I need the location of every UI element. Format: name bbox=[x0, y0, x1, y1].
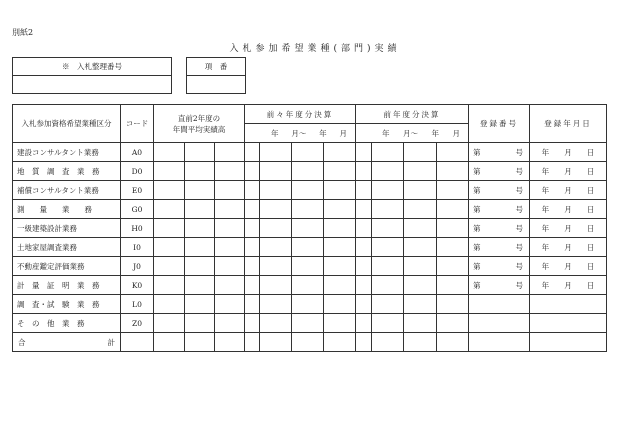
total-cell[interactable] bbox=[356, 333, 372, 352]
prev1-period-part: 年 bbox=[431, 128, 439, 138]
prev1-period bbox=[356, 124, 469, 143]
amount-cell[interactable] bbox=[324, 238, 356, 257]
reg-no-part: 号 bbox=[515, 166, 523, 176]
total-left: 合 bbox=[18, 337, 26, 347]
row-code: E0 bbox=[121, 181, 154, 200]
reg-no-part: 第 bbox=[473, 147, 481, 157]
amount-cell[interactable] bbox=[292, 314, 324, 333]
row-reg-no[interactable] bbox=[469, 238, 530, 257]
amount-cell[interactable] bbox=[437, 200, 469, 219]
amount-cell[interactable] bbox=[372, 295, 404, 314]
header-code: コード bbox=[121, 105, 154, 143]
amount-cell[interactable] bbox=[245, 162, 260, 181]
row-reg-no[interactable] bbox=[469, 295, 530, 314]
amount-cell[interactable] bbox=[404, 295, 437, 314]
amount-cell[interactable] bbox=[404, 200, 437, 219]
row-code: G0 bbox=[121, 200, 154, 219]
row-reg-no[interactable] bbox=[469, 200, 530, 219]
row-reg-date[interactable] bbox=[530, 295, 607, 314]
table-row bbox=[13, 200, 607, 219]
amount-cell[interactable] bbox=[245, 257, 260, 276]
amount-cell[interactable] bbox=[372, 162, 404, 181]
reg-date-part: 年 bbox=[541, 223, 550, 233]
reg-date-part: 月 bbox=[564, 223, 572, 233]
amount-cell[interactable] bbox=[215, 238, 245, 257]
reg-no-parts bbox=[469, 147, 529, 158]
amount-cell[interactable] bbox=[215, 200, 245, 219]
row-code: H0 bbox=[121, 219, 154, 238]
reg-date-part: 日 bbox=[586, 280, 595, 290]
amount-cell[interactable] bbox=[215, 314, 245, 333]
reg-no-part: 第 bbox=[473, 261, 481, 271]
amount-cell[interactable] bbox=[260, 181, 292, 200]
amount-cell[interactable] bbox=[404, 276, 437, 295]
reg-date-part: 月 bbox=[564, 204, 572, 214]
amount-cell[interactable] bbox=[324, 181, 356, 200]
item-box-value[interactable] bbox=[187, 76, 246, 94]
amount-cell[interactable] bbox=[372, 238, 404, 257]
row-reg-no[interactable] bbox=[469, 257, 530, 276]
amount-cell[interactable] bbox=[404, 162, 437, 181]
table-row bbox=[13, 238, 607, 257]
amount-cell[interactable] bbox=[260, 314, 292, 333]
amount-cell[interactable] bbox=[215, 276, 245, 295]
amount-cell[interactable] bbox=[404, 219, 437, 238]
reg-no-parts bbox=[469, 242, 529, 253]
amount-cell[interactable] bbox=[260, 295, 292, 314]
amount-cell[interactable] bbox=[245, 200, 260, 219]
reg-date-part: 日 bbox=[586, 166, 595, 176]
table-row bbox=[13, 295, 607, 314]
row-reg-date[interactable] bbox=[530, 162, 607, 181]
amount-cell[interactable] bbox=[356, 143, 372, 162]
amount-cell[interactable] bbox=[324, 276, 356, 295]
amount-cell[interactable] bbox=[185, 200, 215, 219]
amount-cell[interactable] bbox=[260, 143, 292, 162]
header-category: 入札参加資格希望業種区分 bbox=[13, 105, 121, 143]
reg-date-part: 日 bbox=[586, 261, 595, 271]
row-reg-date[interactable] bbox=[530, 276, 607, 295]
reg-date-part: 年 bbox=[541, 166, 550, 176]
amount-cell[interactable] bbox=[185, 181, 215, 200]
doc-label: 別紙2 bbox=[12, 28, 34, 37]
amount-cell[interactable] bbox=[372, 200, 404, 219]
amount-cell[interactable] bbox=[215, 257, 245, 276]
item-box bbox=[186, 57, 246, 94]
row-reg-date[interactable] bbox=[530, 143, 607, 162]
total-cell[interactable] bbox=[185, 333, 215, 352]
total-cell[interactable] bbox=[530, 333, 607, 352]
amount-cell[interactable] bbox=[437, 257, 469, 276]
amount-cell[interactable] bbox=[324, 162, 356, 181]
amount-cell[interactable] bbox=[245, 295, 260, 314]
header-prev2: 前々年度分決算 bbox=[245, 105, 356, 124]
amount-cell[interactable] bbox=[292, 181, 324, 200]
header-avg bbox=[154, 105, 245, 143]
amount-cell[interactable] bbox=[356, 295, 372, 314]
amount-cell[interactable] bbox=[356, 219, 372, 238]
amount-cell[interactable] bbox=[437, 162, 469, 181]
amount-cell[interactable] bbox=[245, 143, 260, 162]
reg-no-part: 第 bbox=[473, 242, 481, 252]
row-code: Z0 bbox=[121, 314, 154, 333]
amount-cell[interactable] bbox=[372, 143, 404, 162]
prev2-period-parts bbox=[245, 128, 355, 139]
reg-date-parts bbox=[530, 166, 606, 177]
total-cell[interactable] bbox=[292, 333, 324, 352]
amount-cell[interactable] bbox=[356, 238, 372, 257]
row-category: 計 量 証 明 業 務 bbox=[13, 276, 121, 295]
reg-date-part: 年 bbox=[541, 204, 550, 214]
amount-cell[interactable] bbox=[185, 143, 215, 162]
amount-cell[interactable] bbox=[437, 219, 469, 238]
reg-date-parts bbox=[530, 204, 606, 215]
row-code: D0 bbox=[121, 162, 154, 181]
reg-no-parts bbox=[469, 280, 529, 291]
amount-cell[interactable] bbox=[324, 295, 356, 314]
reg-no-part: 号 bbox=[515, 185, 523, 195]
reg-no-parts bbox=[469, 204, 529, 215]
row-code: A0 bbox=[121, 143, 154, 162]
row-category: そ の 他 業 務 bbox=[13, 314, 121, 333]
reg-date-parts bbox=[530, 261, 606, 272]
amount-cell[interactable] bbox=[185, 314, 215, 333]
total-label-parts bbox=[13, 337, 120, 348]
amount-cell[interactable] bbox=[154, 276, 185, 295]
reg-date-part: 年 bbox=[541, 185, 550, 195]
header-avg-line1: 直前2年度の bbox=[177, 113, 221, 123]
reg-date-parts bbox=[530, 147, 606, 158]
amount-cell[interactable] bbox=[154, 295, 185, 314]
amount-cell[interactable] bbox=[356, 314, 372, 333]
header-reg-date: 登録年月日 bbox=[530, 105, 607, 143]
row-reg-date[interactable] bbox=[530, 314, 607, 333]
prev2-period-part: 年 bbox=[319, 128, 327, 138]
amount-cell[interactable] bbox=[185, 257, 215, 276]
prev1-period-part: 月 bbox=[452, 128, 460, 138]
row-reg-date[interactable] bbox=[530, 181, 607, 200]
amount-cell[interactable] bbox=[437, 314, 469, 333]
amount-cell[interactable] bbox=[437, 181, 469, 200]
amount-cell[interactable] bbox=[292, 238, 324, 257]
amount-cell[interactable] bbox=[185, 295, 215, 314]
reg-no-part: 第 bbox=[473, 280, 481, 290]
total-row bbox=[13, 333, 607, 352]
prev1-period-parts bbox=[356, 128, 468, 139]
prev1-period-part: 月〜 bbox=[403, 128, 418, 138]
table-row bbox=[13, 181, 607, 200]
row-reg-date[interactable] bbox=[530, 219, 607, 238]
row-code: L0 bbox=[121, 295, 154, 314]
amount-cell[interactable] bbox=[245, 181, 260, 200]
header-prev1: 前年度分決算 bbox=[356, 105, 469, 124]
amount-cell[interactable] bbox=[372, 276, 404, 295]
amount-cell[interactable] bbox=[292, 295, 324, 314]
row-category: 補償コンサルタント業務 bbox=[13, 181, 121, 200]
total-cell[interactable] bbox=[372, 333, 404, 352]
amount-cell[interactable] bbox=[437, 276, 469, 295]
amount-cell[interactable] bbox=[292, 162, 324, 181]
amount-cell[interactable] bbox=[292, 257, 324, 276]
reg-no-part: 号 bbox=[515, 223, 523, 233]
row-category: 調 査・試 験 業 務 bbox=[13, 295, 121, 314]
amount-cell[interactable] bbox=[154, 162, 185, 181]
amount-cell[interactable] bbox=[154, 181, 185, 200]
row-reg-no[interactable] bbox=[469, 276, 530, 295]
number-box-label: ※ 入札整理番号 bbox=[13, 58, 172, 76]
reg-date-part: 年 bbox=[541, 147, 550, 157]
row-category: 土地家屋調査業務 bbox=[13, 238, 121, 257]
reg-date-part: 年 bbox=[541, 280, 550, 290]
amount-cell[interactable] bbox=[260, 219, 292, 238]
amount-cell[interactable] bbox=[154, 219, 185, 238]
row-category: 測 量 業 務 bbox=[13, 200, 121, 219]
reg-date-part: 月 bbox=[564, 261, 572, 271]
row-code: K0 bbox=[121, 276, 154, 295]
amount-cell[interactable] bbox=[154, 314, 185, 333]
reg-date-part: 日 bbox=[586, 223, 595, 233]
row-reg-date[interactable] bbox=[530, 200, 607, 219]
reg-date-part: 月 bbox=[564, 280, 572, 290]
amount-cell[interactable] bbox=[324, 257, 356, 276]
reg-no-part: 第 bbox=[473, 166, 481, 176]
prev2-period-part: 月〜 bbox=[291, 128, 307, 138]
prev1-period-part: 年 bbox=[382, 128, 390, 138]
amount-cell[interactable] bbox=[245, 276, 260, 295]
total-cell[interactable] bbox=[121, 333, 154, 352]
reg-no-part: 号 bbox=[515, 261, 523, 271]
reg-no-part: 第 bbox=[473, 223, 481, 233]
amount-cell[interactable] bbox=[215, 143, 245, 162]
reg-no-parts bbox=[469, 223, 529, 234]
reg-date-part: 年 bbox=[541, 242, 550, 252]
table-row bbox=[13, 314, 607, 333]
amount-cell[interactable] bbox=[292, 219, 324, 238]
total-right: 計 bbox=[107, 337, 115, 347]
amount-cell[interactable] bbox=[185, 238, 215, 257]
amount-cell[interactable] bbox=[260, 162, 292, 181]
amount-cell[interactable] bbox=[245, 314, 260, 333]
amount-cell[interactable] bbox=[372, 257, 404, 276]
amount-cell[interactable] bbox=[245, 219, 260, 238]
table-row bbox=[13, 219, 607, 238]
table-row bbox=[13, 162, 607, 181]
reg-date-parts bbox=[530, 185, 606, 196]
total-label bbox=[13, 333, 121, 352]
amount-cell[interactable] bbox=[372, 181, 404, 200]
amount-cell[interactable] bbox=[292, 200, 324, 219]
reg-date-parts bbox=[530, 280, 606, 291]
header-row bbox=[13, 105, 607, 124]
total-cell[interactable] bbox=[404, 333, 437, 352]
reg-date-part: 日 bbox=[586, 147, 595, 157]
amount-cell[interactable] bbox=[154, 200, 185, 219]
amount-cell[interactable] bbox=[260, 238, 292, 257]
table-row bbox=[13, 276, 607, 295]
reg-date-part: 月 bbox=[564, 147, 572, 157]
reg-no-part: 号 bbox=[515, 280, 523, 290]
amount-cell[interactable] bbox=[404, 143, 437, 162]
reg-date-parts bbox=[530, 242, 606, 253]
row-code: J0 bbox=[121, 257, 154, 276]
amount-cell[interactable] bbox=[185, 219, 215, 238]
amount-cell[interactable] bbox=[372, 219, 404, 238]
row-reg-no[interactable] bbox=[469, 181, 530, 200]
amount-cell[interactable] bbox=[185, 162, 215, 181]
amount-cell[interactable] bbox=[356, 181, 372, 200]
table-row bbox=[13, 143, 607, 162]
reg-date-part: 日 bbox=[586, 242, 595, 252]
reg-no-part: 号 bbox=[515, 242, 523, 252]
amount-cell[interactable] bbox=[292, 143, 324, 162]
amount-cell[interactable] bbox=[324, 314, 356, 333]
item-box-label: 項 番 bbox=[187, 58, 246, 76]
reg-no-parts bbox=[469, 261, 529, 272]
row-category: 建設コンサルタント業務 bbox=[13, 143, 121, 162]
reg-no-part: 第 bbox=[473, 204, 481, 214]
reg-no-part: 号 bbox=[515, 204, 523, 214]
reg-date-part: 月 bbox=[564, 166, 572, 176]
reg-no-parts bbox=[469, 185, 529, 196]
amount-cell[interactable] bbox=[356, 162, 372, 181]
amount-cell[interactable] bbox=[260, 257, 292, 276]
reg-no-part: 号 bbox=[515, 147, 523, 157]
prev2-period-part: 年 bbox=[271, 128, 279, 138]
amount-cell[interactable] bbox=[437, 295, 469, 314]
reg-date-part: 月 bbox=[564, 185, 572, 195]
row-reg-no[interactable] bbox=[469, 162, 530, 181]
row-category: 不動産鑑定評価業務 bbox=[13, 257, 121, 276]
row-reg-date[interactable] bbox=[530, 238, 607, 257]
amount-cell[interactable] bbox=[324, 200, 356, 219]
row-reg-no[interactable] bbox=[469, 219, 530, 238]
reg-date-parts bbox=[530, 223, 606, 234]
table-row bbox=[13, 257, 607, 276]
total-cell[interactable] bbox=[245, 333, 260, 352]
amount-cell[interactable] bbox=[215, 181, 245, 200]
row-code: I0 bbox=[121, 238, 154, 257]
header-reg-no: 登録番号 bbox=[469, 105, 530, 143]
row-reg-date[interactable] bbox=[530, 257, 607, 276]
reg-date-part: 月 bbox=[564, 242, 572, 252]
amount-cell[interactable] bbox=[324, 143, 356, 162]
total-cell[interactable] bbox=[437, 333, 469, 352]
total-cell[interactable] bbox=[215, 333, 245, 352]
page-title: 入札参加希望業種(部門)実績 bbox=[229, 44, 401, 54]
total-cell[interactable] bbox=[154, 333, 185, 352]
amount-cell[interactable] bbox=[260, 276, 292, 295]
amount-cell[interactable] bbox=[437, 143, 469, 162]
amount-cell[interactable] bbox=[260, 200, 292, 219]
reg-date-part: 日 bbox=[586, 204, 595, 214]
row-reg-no[interactable] bbox=[469, 314, 530, 333]
number-box bbox=[12, 57, 172, 94]
amount-cell[interactable] bbox=[154, 238, 185, 257]
amount-cell[interactable] bbox=[292, 276, 324, 295]
amount-cell[interactable] bbox=[154, 257, 185, 276]
prev2-period bbox=[245, 124, 356, 143]
amount-cell[interactable] bbox=[324, 219, 356, 238]
amount-cell[interactable] bbox=[404, 314, 437, 333]
amount-cell[interactable] bbox=[185, 276, 215, 295]
prev2-period-part: 月 bbox=[339, 128, 347, 138]
amount-cell[interactable] bbox=[154, 143, 185, 162]
amount-cell[interactable] bbox=[437, 238, 469, 257]
amount-cell[interactable] bbox=[372, 314, 404, 333]
reg-date-part: 年 bbox=[541, 261, 550, 271]
reg-no-parts bbox=[469, 166, 529, 177]
row-category: 一級建築設計業務 bbox=[13, 219, 121, 238]
amount-cell[interactable] bbox=[404, 257, 437, 276]
header-avg-line2: 年間平均実績高 bbox=[172, 124, 226, 134]
amount-cell[interactable] bbox=[356, 200, 372, 219]
amount-cell[interactable] bbox=[404, 238, 437, 257]
reg-date-part: 日 bbox=[586, 185, 595, 195]
amount-cell[interactable] bbox=[215, 295, 245, 314]
amount-cell[interactable] bbox=[245, 238, 260, 257]
total-cell[interactable] bbox=[260, 333, 292, 352]
row-reg-no[interactable] bbox=[469, 143, 530, 162]
row-category: 地 質 調 査 業 務 bbox=[13, 162, 121, 181]
amount-cell[interactable] bbox=[356, 257, 372, 276]
main-table bbox=[12, 104, 607, 352]
amount-cell[interactable] bbox=[356, 276, 372, 295]
amount-cell[interactable] bbox=[215, 162, 245, 181]
total-cell[interactable] bbox=[324, 333, 356, 352]
amount-cell[interactable] bbox=[404, 181, 437, 200]
total-cell[interactable] bbox=[469, 333, 530, 352]
reg-no-part: 第 bbox=[473, 185, 481, 195]
amount-cell[interactable] bbox=[215, 219, 245, 238]
number-box-value[interactable] bbox=[13, 76, 172, 94]
